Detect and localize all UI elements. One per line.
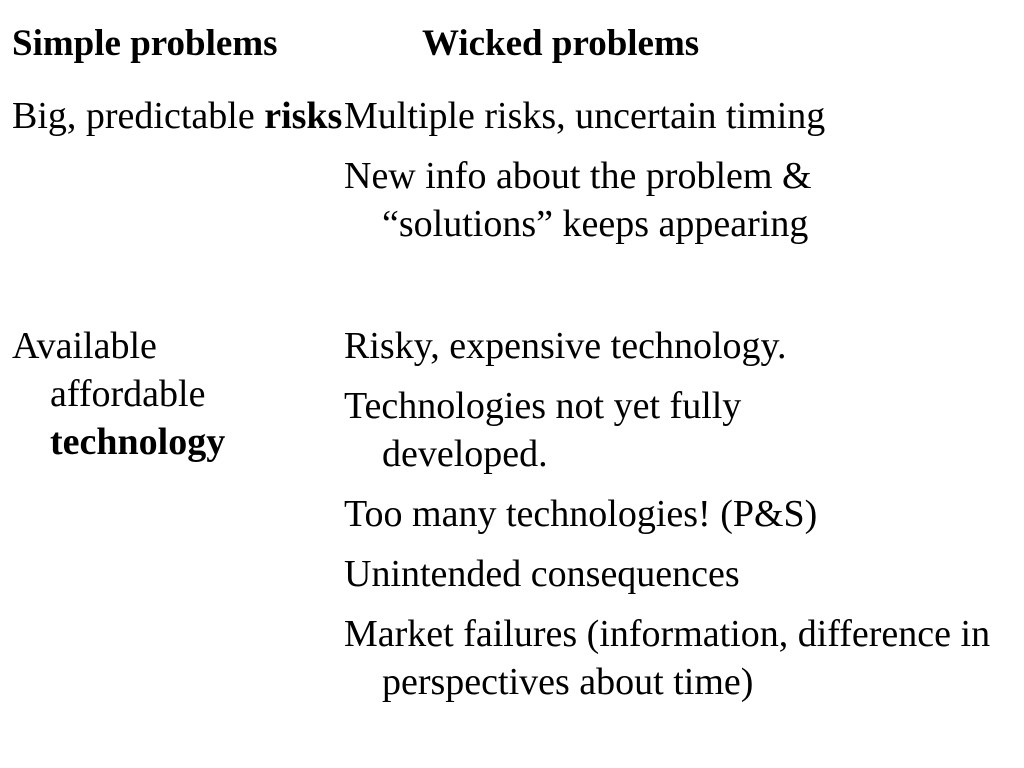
wicked-item-multiple-risks: Multiple risks, uncertain timing <box>344 95 826 137</box>
simple-technology-text: Available affordable <box>12 325 206 415</box>
wicked-item-new-info: New info about the problem & “solutions” keeps appearing <box>344 155 812 245</box>
wicked-problems-header: Wicked problems <box>422 23 700 64</box>
simple-technology-item <box>12 322 320 466</box>
simple-problems-header: Simple problems <box>12 23 278 64</box>
simple-risks-bold: risks <box>264 95 343 137</box>
simple-risks-item <box>12 92 370 140</box>
simple-technology-bold: technology <box>50 421 226 463</box>
wicked-item-unintended: Unintended consequences <box>344 553 740 595</box>
wicked-item-too-many: Too many technologies! (P&S) <box>344 493 818 535</box>
simple-risks-text: Big, predictable <box>12 95 255 137</box>
wicked-item-market-failures: Market failures (information, difference in perspectives about time) <box>344 613 991 703</box>
wicked-item-risky-technology: Risky, expensive technology. <box>344 325 787 367</box>
wicked-item-not-developed: Technologies not yet fully developed. <box>344 385 742 475</box>
